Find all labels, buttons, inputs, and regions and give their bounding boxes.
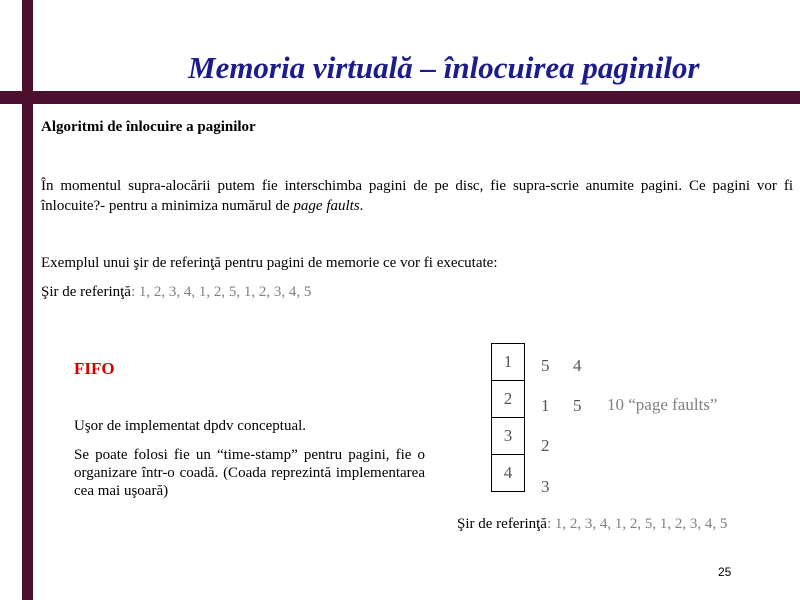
frame-cell: 1 bbox=[491, 343, 525, 381]
slide-title: Memoria virtuală – înlocuirea paginilor bbox=[188, 50, 700, 85]
reference-string-top bbox=[41, 284, 311, 301]
example-paragraph: Exemplul unui şir de referinţă pentru pagini de memorie ce vor fi executate: bbox=[41, 255, 498, 271]
ref-values: : 1, 2, 3, 4, 1, 2, 5, 1, 2, 3, 4, 5 bbox=[546, 516, 728, 532]
intro-paragraph bbox=[41, 176, 793, 216]
fifo-line1: Uşor de implementat dpdv conceptual. bbox=[74, 418, 307, 434]
replacement-value: 2 bbox=[541, 436, 550, 455]
ref-label: Şir de referinţă bbox=[41, 284, 131, 300]
replacement-value: 5 bbox=[573, 396, 582, 415]
frame-cell: 3 bbox=[491, 417, 525, 455]
ref-values: : 1, 2, 3, 4, 1, 2, 5, 1, 2, 3, 4, 5 bbox=[130, 284, 312, 300]
title-underline-bar bbox=[0, 91, 800, 104]
memory-frames bbox=[491, 343, 525, 492]
intro-italic-term: page faults bbox=[293, 198, 360, 214]
reference-string-bottom bbox=[457, 516, 727, 533]
frame-cell: 4 bbox=[491, 454, 525, 492]
replacement-value: 3 bbox=[541, 477, 550, 496]
replacement-value: 1 bbox=[541, 396, 550, 415]
fifo-line2: Se poate folosi fie un “time-stamp” pentru pagini, fie o organizare într-o coadă. (Coada reprezintă implementarea cea mai uşoară) bbox=[74, 447, 425, 499]
intro-end: . bbox=[359, 198, 364, 214]
replacement-value: 4 bbox=[573, 356, 582, 375]
frame-cell: 2 bbox=[491, 380, 525, 418]
replacement-value: 5 bbox=[541, 356, 550, 375]
page-faults-count: 10 “page faults” bbox=[607, 395, 718, 414]
ref-label: Şir de referinţă bbox=[457, 516, 547, 532]
intro-text: În momentul supra-alocării putem fie interschimba pagini de pe disc, fie supra-scrie anumite pagini. Ce pagini vor fi înlocuite?- pentru a minimiza numărul de bbox=[41, 178, 793, 214]
page-number: 25 bbox=[718, 565, 732, 579]
left-decor-bar bbox=[22, 0, 33, 600]
section-heading: Algoritmi de înlocuire a paginilor bbox=[41, 119, 256, 135]
fifo-heading: FIFO bbox=[74, 359, 115, 378]
